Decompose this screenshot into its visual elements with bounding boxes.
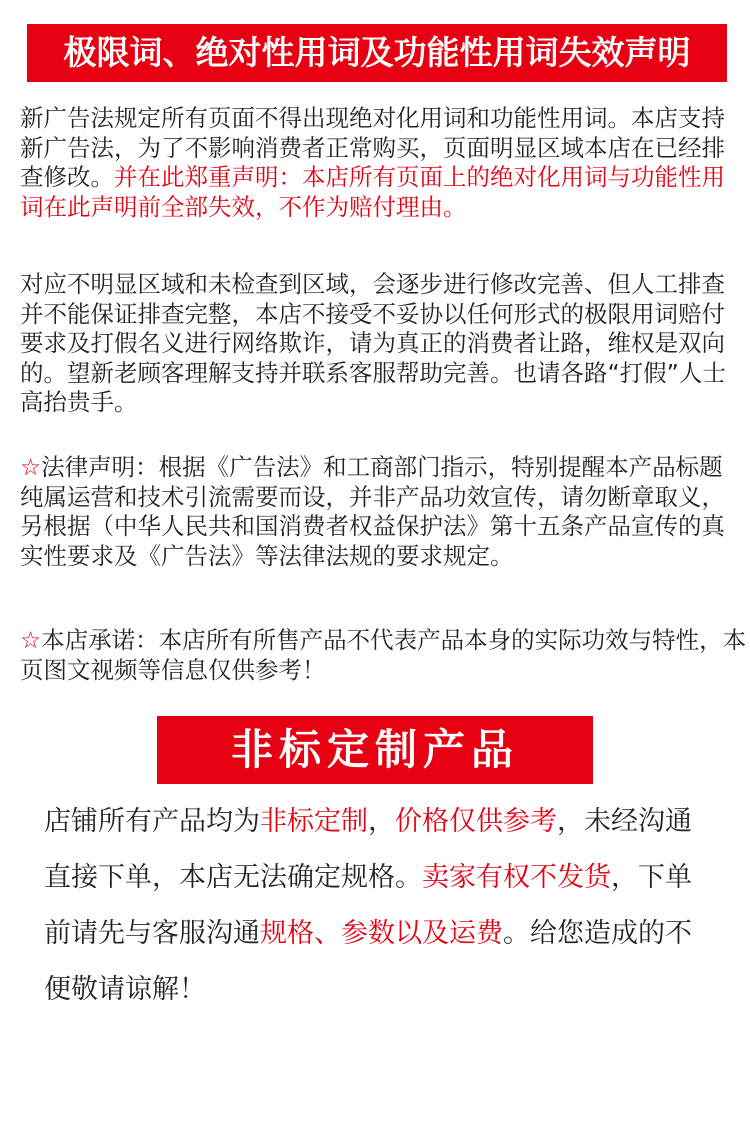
custom-product-banner [157,716,593,784]
notice-highlight-seller-right: 卖家有权不发货 [422,862,611,893]
declaration-title: 极限词、绝对性用词及功能性用词失效声明 [63,33,691,72]
section-store-promise [20,626,750,685]
notice-highlight-custom: 非标定制 [260,806,368,837]
ad-law-text: 新广告法规定所有页面不得出现绝对化用词和功能性用词。本店支持新广告法，为了不影响消费者正常购买，页面明显区域本店在已经排查修改。 [20,104,725,191]
notice-text-4: ，下单前请先与客服沟通 [44,862,692,949]
legal-statement-text: 法律声明：根据《广告法》和工商部门指示，特别提醒本产品标题纯属运营和技术引流需要而设，并非产品功效宣传，请勿断章取义，另根据（中华人民共和国消费者权益保护法》第十五条产品宣传的真实性要求及《广告法》等法律法规的要求规定。 [20,453,725,570]
ad-law-highlight: 并在此郑重声明：本店所有页面上的绝对化用词与功能性用词在此声明前全部失效，不作为赔付理由。 [20,163,725,221]
star-icon: ☆ [20,626,42,654]
section-unchecked-areas [20,270,732,418]
star-icon: ☆ [20,453,42,481]
notice-highlight-specs: 规格、参数以及运费 [260,918,503,949]
custom-product-title: 非标定制产品 [230,725,519,774]
notice-text-3: ，未经沟通直接下单，本店无法确定规格。 [44,806,692,893]
notice-highlight-price: 价格仅供参考 [395,806,557,837]
notice-text-5: 。给您造成的不便敬请谅解！ [44,918,692,1005]
section-ad-law [20,104,732,222]
section-legal-statement [20,453,732,571]
store-promise-text: 本店承诺：本店所有所售产品不代表产品本身的实际功效与特性，本页图文视频等信息仅供参考！ [20,626,747,684]
unchecked-areas-text: 对应不明显区域和未检查到区域，会逐步进行修改完善、但人工排查并不能保证排查完整，本店不接受不妥协以任何形式的极限用词赔付要求及打假名义进行网络欺诈，请为真正的消费者让路，维权是双向的。望新老顾客理解支持并联系客服帮助完善。也请各路“打假”人士高抬贵手。 [20,270,726,416]
custom-product-notice [44,794,714,1018]
notice-text-1: 店铺所有产品均为 [44,806,260,837]
notice-text-2: ， [368,806,395,837]
declaration-title-banner [27,24,727,82]
